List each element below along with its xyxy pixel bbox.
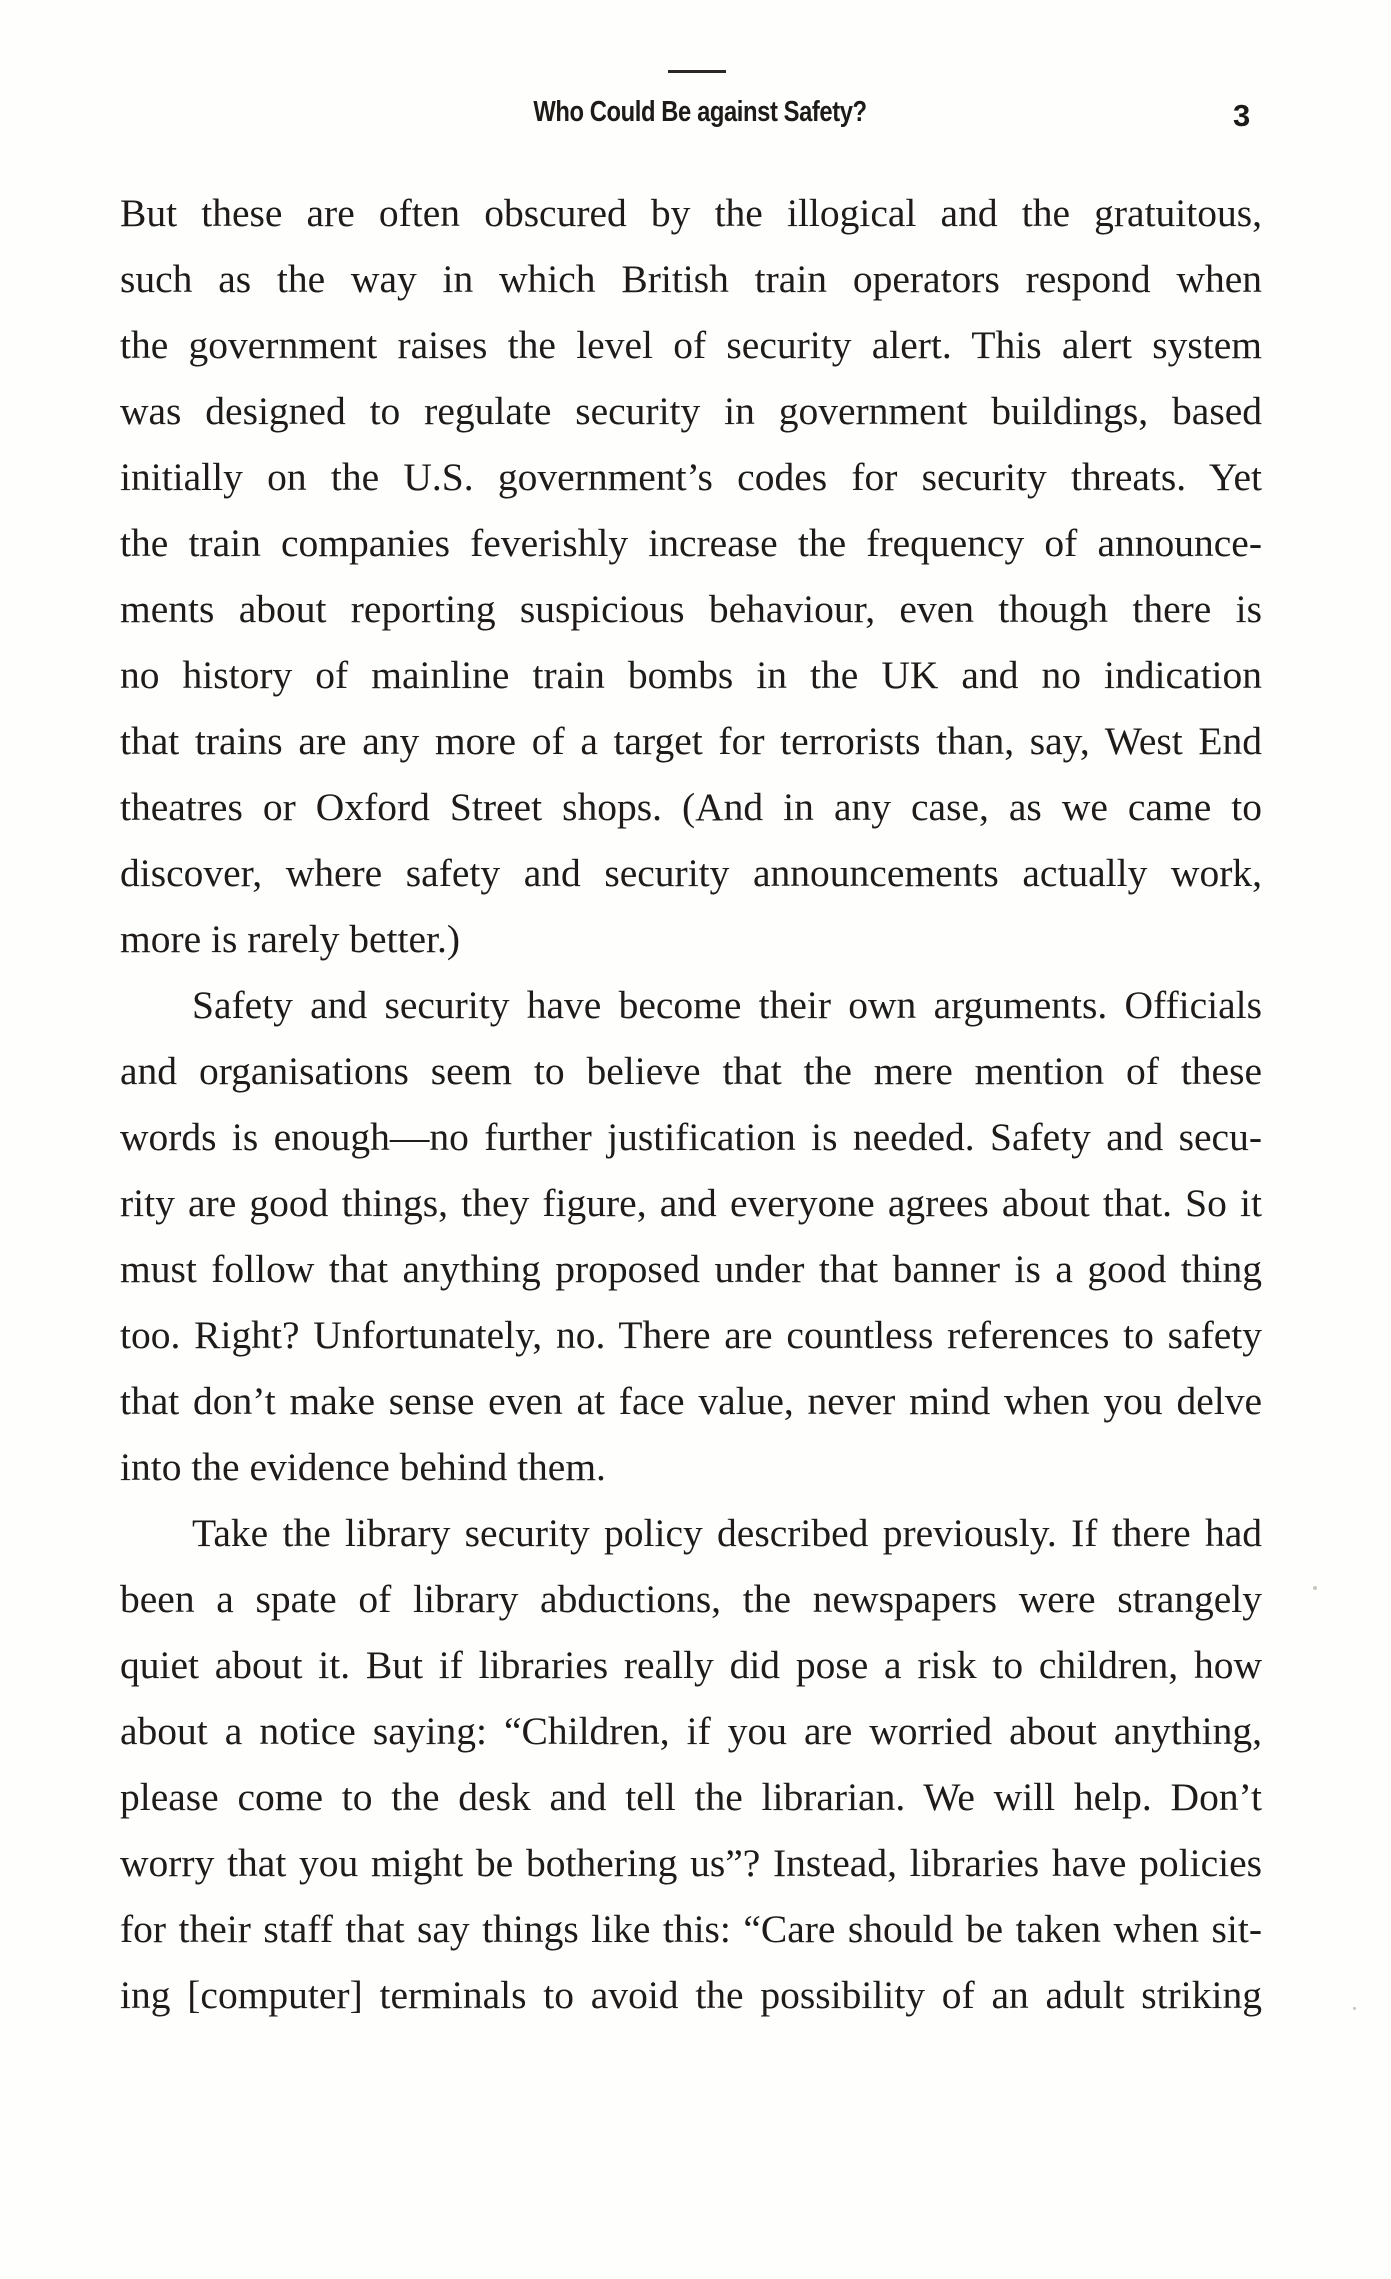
text-line: Safety and security have become their own arguments. Officials — [192, 983, 1262, 1027]
text-line: the train companies feverishly increase the frequency of announce- — [120, 521, 1262, 565]
header-rule — [668, 70, 726, 73]
text-line: about a notice saying: “Children, if you are worried about anything, — [120, 1709, 1262, 1753]
text-line: must follow that anything proposed under that banner is a good thing — [120, 1247, 1262, 1291]
text-line: quiet about it. But if libraries really did pose a risk to children, how — [120, 1643, 1262, 1687]
text-line: the government raises the level of security alert. This alert system — [120, 323, 1262, 367]
text-line: too. Right? Unfortunately, no. There are countless references to safety — [120, 1313, 1262, 1357]
page-number: 3 — [1233, 98, 1251, 133]
text-line: such as the way in which British train operators respond when — [120, 257, 1262, 301]
text-line: ing [computer] terminals to avoid the possibility of an adult striking — [120, 1973, 1262, 2017]
text-line: theatres or Oxford Street shops. (And in any case, as we came to — [120, 785, 1262, 829]
text-line: rity are good things, they figure, and everyone agrees about that. So it — [120, 1181, 1262, 1225]
text-line: was designed to regulate security in government buildings, based — [120, 389, 1262, 433]
text-line: But these are often obscured by the illogical and the gratuitous, — [120, 191, 1262, 235]
paragraph — [120, 1500, 1262, 2028]
paper-speck — [1313, 1586, 1317, 1590]
paragraph — [120, 972, 1262, 1500]
body-text — [120, 180, 1262, 2028]
paper-speck — [1353, 2007, 1356, 2010]
paragraph — [120, 180, 1262, 972]
text-line: discover, where safety and security announcements actually work, — [120, 851, 1262, 895]
text-line: ments about reporting suspicious behaviour, even though there is — [120, 587, 1262, 631]
text-line: for their staff that say things like this: “Care should be taken when sit- — [120, 1907, 1262, 1951]
running-head: Who Could Be against Safety? — [533, 96, 867, 128]
text-line: that trains are any more of a target for terrorists than, say, West End — [120, 719, 1262, 763]
text-line: words is enough—no further justification is needed. Safety and secu- — [120, 1115, 1262, 1159]
text-line: please come to the desk and tell the librarian. We will help. Don’t — [120, 1775, 1262, 1819]
text-line: Take the library security policy described previously. If there had — [192, 1511, 1262, 1555]
text-line: more is rarely better.) — [120, 917, 460, 961]
text-line: initially on the U.S. government’s codes for security threats. Yet — [120, 455, 1262, 499]
text-line: no history of mainline train bombs in the UK and no indication — [120, 653, 1262, 697]
text-line: worry that you might be bothering us”? Instead, libraries have policies — [120, 1841, 1262, 1885]
text-line: been a spate of library abductions, the newspapers were strangely — [120, 1577, 1262, 1621]
text-line: and organisations seem to believe that the mere mention of these — [120, 1049, 1262, 1093]
text-line: into the evidence behind them. — [120, 1445, 606, 1489]
text-line: that don’t make sense even at face value, never mind when you delve — [120, 1379, 1262, 1423]
